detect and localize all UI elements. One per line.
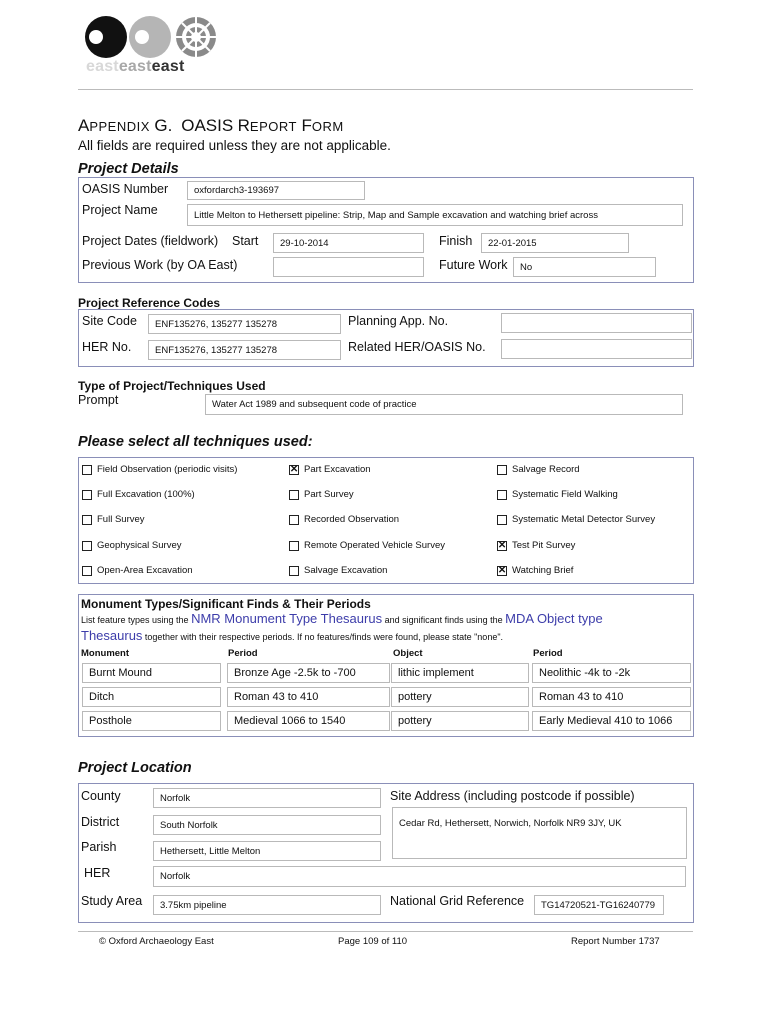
monument-field[interactable]: Posthole (82, 711, 221, 731)
study-area-field[interactable]: 3.75km pipeline (153, 895, 381, 915)
technique-label: Systematic Metal Detector Survey (512, 514, 656, 525)
logo-text-1: east (86, 58, 119, 75)
unchecked-box-icon[interactable] (289, 566, 299, 576)
parish-label: Parish (81, 840, 117, 854)
monument-period-field[interactable]: Bronze Age -2.5k to -700 (227, 663, 390, 683)
related-her-label: Related HER/OASIS No. (348, 340, 486, 354)
techniques-title: Please select all techniques used: (78, 434, 313, 450)
monument-period-field[interactable]: Roman 43 to 410 (227, 687, 390, 707)
period-col-header: Period (228, 648, 258, 659)
county-label: County (81, 789, 121, 803)
project-location-title: Project Location (78, 760, 192, 776)
technique-checkbox-item[interactable] (82, 540, 181, 551)
title-eport: EPORT (249, 119, 297, 134)
technique-checkbox-item[interactable] (497, 565, 573, 576)
previous-work-field[interactable] (273, 257, 424, 277)
technique-label: Full Excavation (100%) (97, 489, 195, 500)
technique-checkbox-item[interactable] (497, 489, 618, 500)
object-period-field[interactable]: Roman 43 to 410 (532, 687, 691, 707)
logo-text-3: east (151, 58, 185, 75)
technique-checkbox-item[interactable] (82, 565, 193, 576)
start-label: Start (232, 234, 259, 248)
monument-field[interactable]: Burnt Mound (82, 663, 221, 683)
start-date-field[interactable]: 29-10-2014 (273, 233, 424, 253)
object-period-col-header: Period (533, 648, 563, 659)
required-note: All fields are required unless they are not applicable. (78, 138, 391, 153)
planning-app-label: Planning App. No. (348, 314, 449, 328)
technique-checkbox-item[interactable] (289, 540, 445, 551)
nmr-thesaurus-link[interactable]: NMR Monument Type Thesaurus (191, 611, 383, 626)
title-oasis: OASIS (181, 116, 234, 135)
previous-work-label: Previous Work (by OA East) (82, 258, 238, 272)
technique-checkbox-item[interactable] (497, 464, 580, 475)
her-no-field[interactable]: ENF135276, 135277 135278 (148, 340, 341, 360)
finish-date-field[interactable]: 22-01-2015 (481, 233, 629, 253)
mda-thesaurus-link[interactable]: Thesaurus (81, 628, 143, 643)
header-rule (78, 89, 693, 90)
her-field[interactable]: Norfolk (153, 866, 686, 887)
site-address-label: Site Address (including postcode if possible) (390, 789, 635, 803)
technique-checkbox-item[interactable] (82, 514, 145, 525)
technique-checkbox-item[interactable] (289, 489, 354, 500)
prompt-label: Prompt (78, 393, 119, 407)
technique-checkbox-item[interactable] (289, 464, 371, 475)
logo-graphic (82, 14, 222, 60)
logo-text-2: east (118, 58, 152, 75)
unchecked-box-icon[interactable] (289, 490, 299, 500)
desc-part-2: and significant finds using the (382, 615, 506, 625)
technique-checkbox-item[interactable] (289, 514, 399, 525)
checked-box-icon[interactable]: ✕ (497, 539, 507, 551)
unchecked-box-icon[interactable] (82, 490, 92, 500)
technique-label: Salvage Excavation (304, 565, 388, 576)
technique-label: Part Survey (304, 489, 354, 500)
site-code-label: Site Code (82, 314, 137, 328)
technique-label: Open-Area Excavation (97, 565, 193, 576)
object-period-field[interactable]: Early Medieval 410 to 1066 (532, 711, 691, 731)
project-name-field[interactable]: Little Melton to Hethersett pipeline: Strip, Map and Sample excavation and watching brief across (187, 204, 683, 226)
technique-label: Watching Brief (512, 565, 574, 576)
her-label: HER (84, 866, 111, 880)
technique-label: Recorded Observation (304, 514, 400, 525)
technique-label: Geophysical Survey (97, 540, 182, 551)
site-code-field[interactable]: ENF135276, 135277 135278 (148, 314, 341, 334)
district-label: District (81, 815, 120, 829)
her-no-label: HER No. (82, 340, 132, 354)
parish-field[interactable]: Hethersett, Little Melton (153, 841, 381, 861)
county-field[interactable]: Norfolk (153, 788, 381, 808)
mda-object-type-link[interactable]: MDA Object type (505, 611, 603, 626)
prompt-field[interactable]: Water Act 1989 and subsequent code of practice (205, 394, 683, 415)
footer-report-number: Report Number 1737 (571, 936, 660, 947)
monument-period-field[interactable]: Medieval 1066 to 1540 (227, 711, 390, 731)
technique-label: Systematic Field Walking (512, 489, 618, 500)
object-field[interactable]: pottery (391, 687, 529, 707)
technique-label: Salvage Record (512, 464, 580, 475)
related-her-field[interactable] (501, 339, 692, 359)
technique-checkbox-item[interactable] (82, 464, 237, 475)
monument-field[interactable]: Ditch (82, 687, 221, 707)
technique-label: Remote Operated Vehicle Survey (304, 540, 445, 551)
checked-box-icon[interactable]: ✕ (289, 463, 299, 475)
ngr-label: National Grid Reference (390, 894, 525, 908)
technique-checkbox-item[interactable] (82, 489, 195, 500)
unchecked-box-icon[interactable] (497, 515, 507, 525)
unchecked-box-icon[interactable] (82, 465, 92, 475)
finish-label: Finish (439, 234, 473, 248)
title-g: G. (154, 116, 173, 135)
title-r: R (237, 116, 250, 135)
planning-app-field[interactable] (501, 313, 692, 333)
unchecked-box-icon[interactable] (82, 566, 92, 576)
oasis-number-field[interactable]: oxfordarch3-193697 (187, 181, 365, 200)
ngr-field[interactable]: TG14720521-TG16240779 (534, 895, 664, 915)
unchecked-box-icon[interactable] (82, 515, 92, 525)
oasis-number-label: OASIS Number (82, 182, 169, 196)
future-work-label: Future Work (439, 258, 508, 272)
object-field[interactable]: pottery (391, 711, 529, 731)
unchecked-box-icon[interactable] (289, 515, 299, 525)
object-col-header: Object (393, 648, 423, 659)
technique-label: Full Survey (97, 514, 145, 525)
technique-checkbox-item[interactable] (497, 514, 655, 525)
title-orm: ORM (311, 119, 344, 134)
logo-text (86, 58, 184, 76)
technique-checkbox-item[interactable] (497, 540, 575, 551)
footer-page-number: Page 109 of 110 (338, 936, 408, 947)
district-field[interactable]: South Norfolk (153, 815, 381, 835)
project-type-title: Type of Project/Techniques Used (78, 379, 266, 393)
unchecked-box-icon[interactable] (82, 541, 92, 551)
footer-copyright: © Oxford Archaeology East (99, 936, 214, 947)
desc-part-3: together with their respective periods. If no features/finds were found, please state "none". (142, 632, 504, 642)
unchecked-box-icon[interactable] (497, 465, 507, 475)
future-work-field[interactable]: No (513, 257, 656, 277)
project-name-label: Project Name (82, 203, 158, 217)
unchecked-box-icon[interactable] (289, 541, 299, 551)
footer-rule (78, 931, 693, 932)
title-ppendix: PPENDIX (89, 119, 150, 134)
object-field[interactable]: lithic implement (391, 663, 529, 683)
project-dates-label: Project Dates (fieldwork) (82, 234, 219, 248)
unchecked-box-icon[interactable] (497, 490, 507, 500)
site-address-field[interactable]: Cedar Rd, Hethersett, Norwich, Norfolk NR9 3JY, UK (392, 807, 687, 859)
checked-box-icon[interactable]: ✕ (497, 564, 507, 576)
reference-codes-title: Project Reference Codes (78, 296, 221, 310)
technique-label: Test Pit Survey (512, 540, 576, 551)
desc-part-1: List feature types using the (81, 615, 192, 625)
technique-checkbox-item[interactable] (289, 565, 387, 576)
page-title (78, 116, 344, 136)
monuments-title: Monument Types/Significant Finds & Their Periods (81, 597, 371, 611)
technique-label: Field Observation (periodic visits) (97, 464, 238, 475)
project-details-title: Project Details (78, 161, 179, 177)
object-period-field[interactable]: Neolithic -4k to -2k (532, 663, 691, 683)
monument-col-header: Monument (81, 648, 130, 659)
title-a: A (78, 116, 90, 135)
study-area-label: Study Area (81, 894, 143, 908)
technique-label: Part Excavation (304, 464, 371, 475)
monuments-description (81, 611, 686, 645)
title-f: F (301, 116, 312, 135)
